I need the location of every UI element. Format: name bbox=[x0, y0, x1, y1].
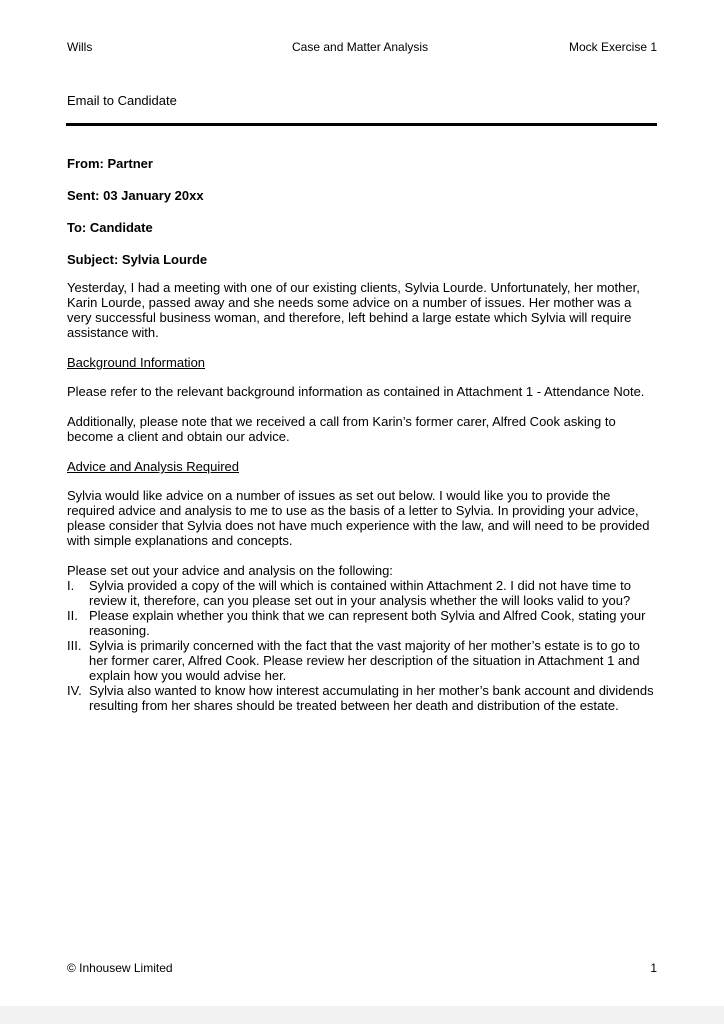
list-item-number: I. bbox=[67, 578, 75, 593]
email-content bbox=[67, 156, 657, 713]
document-label: Email to Candidate bbox=[67, 93, 177, 108]
advice-heading: Advice and Analysis Required bbox=[67, 459, 239, 474]
advice-list bbox=[67, 578, 657, 713]
running-header bbox=[67, 39, 657, 55]
list-item-text: Sylvia provided a copy of the will which is contained within Attachment 2. I did not have time to review it, therefore, can you please set out in your analysis whether the will looks valid to you? bbox=[89, 578, 631, 608]
page-footer bbox=[67, 960, 657, 976]
email-sent: Sent: 03 January 20xx bbox=[67, 188, 204, 203]
header-divider bbox=[66, 123, 657, 126]
header-title: Case and Matter Analysis bbox=[292, 40, 429, 54]
list-item-number: III. bbox=[67, 638, 82, 653]
list-item bbox=[67, 638, 657, 683]
list-intro: Please set out your advice and analysis on the following: bbox=[67, 563, 393, 578]
background-heading: Background Information bbox=[67, 355, 206, 370]
list-item-text: Sylvia also wanted to know how interest accumulating in her mother’s bank account and dividends resulting from her shares should be treated between her death and distribution of the estate. bbox=[89, 683, 654, 713]
list-item-number: II. bbox=[67, 608, 78, 623]
intro-paragraph: Yesterday, I had a meeting with one of our existing clients, Sylvia Lourde. Unfortunately, her mother, Karin Lourde, passed away and she needs some advice on a number of issues. Her mother was a very successful business woman, and therefore, left behind a large estate which Sylvia will require assistance with. bbox=[67, 280, 640, 340]
list-item-text: Sylvia is primarily concerned with the fact that the vast majority of her mother’s estate is to go to her former carer, Alfred Cook. Please review her description of the situation in Attachment 1 and explain how you would advise her. bbox=[89, 638, 640, 683]
header-exercise: Mock Exercise 1 bbox=[568, 40, 657, 54]
background-paragraph: Please refer to the relevant background information as contained in Attachment 1 - Attendance Note. bbox=[67, 384, 645, 399]
list-item bbox=[67, 608, 657, 638]
list-item-text: Please explain whether you think that we can represent both Sylvia and Alfred Cook, stating your reasoning. bbox=[89, 608, 646, 638]
header-subject: Wills bbox=[67, 40, 93, 54]
page-number: 1 bbox=[650, 961, 657, 975]
email-subject: Subject: Sylvia Lourde bbox=[67, 252, 208, 267]
copyright-notice: © Inhousew Limited bbox=[67, 961, 173, 975]
email-to: To: Candidate bbox=[67, 220, 153, 235]
email-from: From: Partner bbox=[67, 156, 153, 171]
list-item bbox=[67, 578, 657, 608]
list-item bbox=[67, 683, 657, 713]
advice-paragraph: Sylvia would like advice on a number of issues as set out below. I would like you to provide the required advice and analysis to me to use as the basis of a letter to Sylvia. In providing your advice, please consider that Sylvia does not have much experience with the law, and will need to be provided with simple explanations and concepts. bbox=[67, 488, 650, 548]
list-item-number: IV. bbox=[67, 683, 82, 698]
carer-paragraph: Additionally, please note that we received a call from Karin’s former carer, Alfred Cook asking to become a client and obtain our advice. bbox=[67, 414, 616, 444]
